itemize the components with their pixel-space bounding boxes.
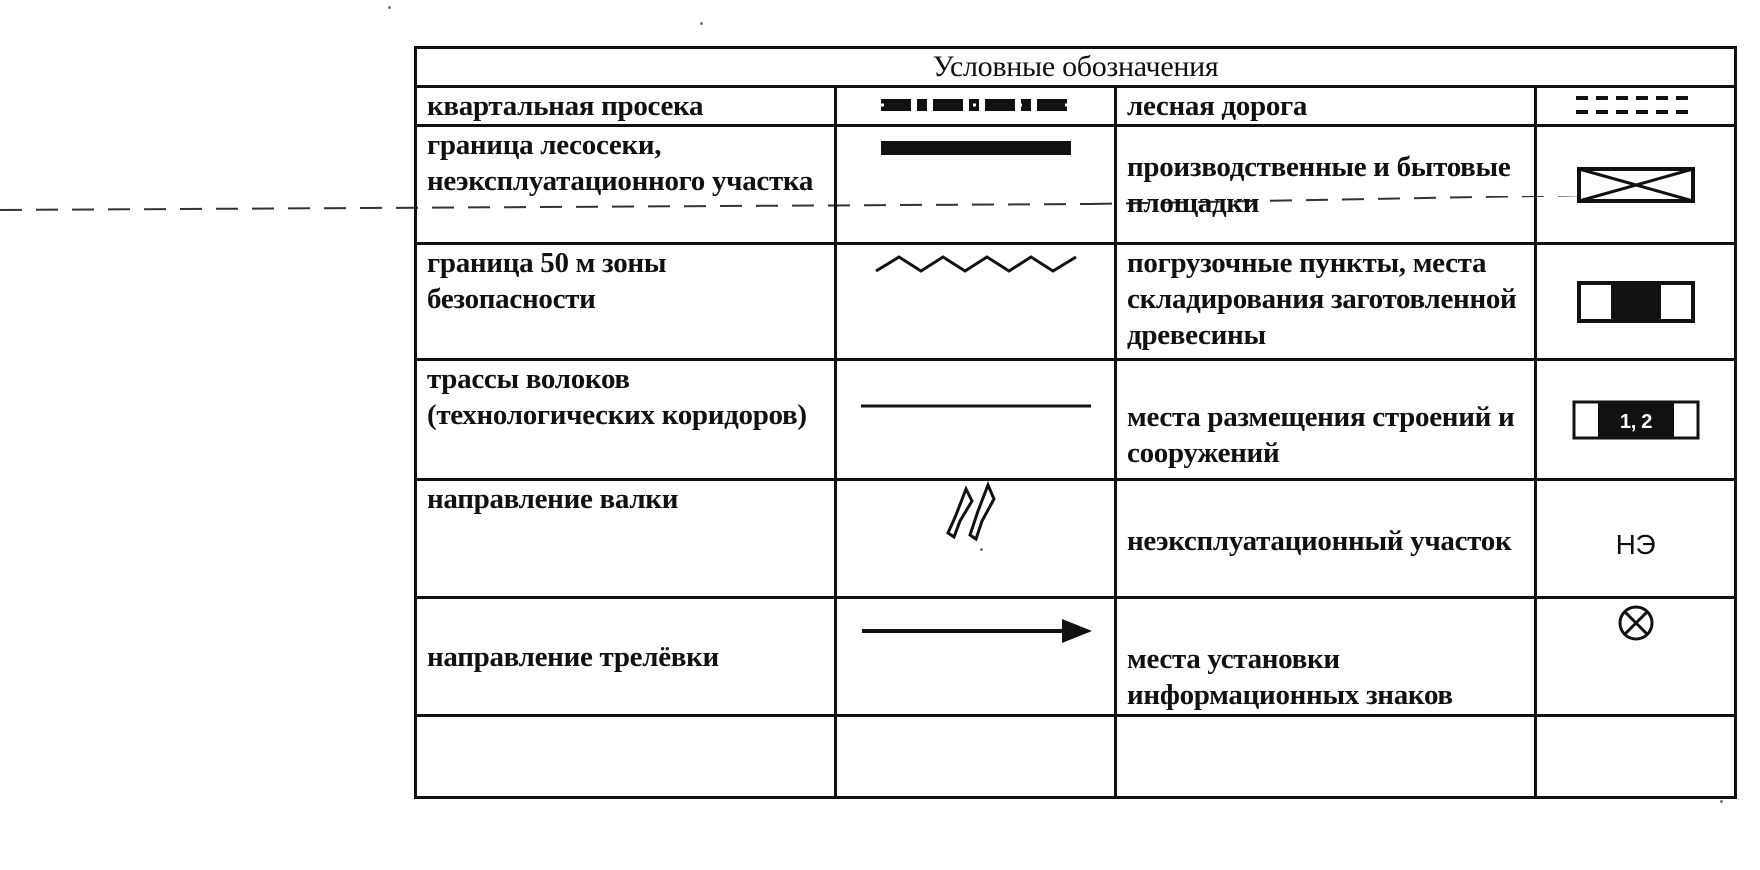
legend-row xyxy=(416,480,1736,598)
empty-row xyxy=(416,716,1736,798)
legend-label: производственные и бытовые площадки xyxy=(1116,126,1536,244)
thick-solid-line-icon xyxy=(836,126,1116,244)
thin-line-icon xyxy=(836,360,1116,480)
dashed-thick-line-icon xyxy=(836,87,1116,126)
empty-cell xyxy=(1536,716,1736,798)
empty-cell xyxy=(1116,716,1536,798)
circled-x-icon xyxy=(1536,598,1736,716)
numbered-rectangle-icon xyxy=(1536,360,1736,480)
legend-label: квартальная просека xyxy=(416,87,836,126)
empty-cell xyxy=(836,716,1116,798)
crossed-rectangle-icon xyxy=(1536,126,1736,244)
legend-label: лесная дорога xyxy=(1116,87,1536,126)
felling-direction-icon xyxy=(836,480,1116,598)
legend-label: граница лесосеки, неэксплуатационного участка xyxy=(416,126,836,244)
legend-row xyxy=(416,244,1736,360)
scan-speck xyxy=(388,6,391,9)
scan-speck xyxy=(700,22,703,25)
legend-label: неэксплуатационный участок xyxy=(1116,480,1536,598)
legend-label: трассы волоков (технологических коридоров) xyxy=(416,360,836,480)
zigzag-line-icon xyxy=(836,244,1116,360)
ne-symbol-text: НЭ xyxy=(1615,529,1656,560)
double-dashed-line-icon xyxy=(1536,87,1736,126)
legend-row xyxy=(416,126,1736,244)
numbered-rectangle-label: 1, 2 xyxy=(1619,410,1652,433)
legend-row xyxy=(416,598,1736,716)
legend-title: Условные обозначения xyxy=(416,48,1736,87)
legend-label: места установки информационных знаков xyxy=(1116,598,1536,716)
ne-symbol-cell xyxy=(1536,480,1736,598)
legend-label: направление валки xyxy=(416,480,836,598)
filled-center-rectangle-icon xyxy=(1536,244,1736,360)
legend-label: направление трелёвки xyxy=(416,598,836,716)
scan-speck xyxy=(1720,800,1723,803)
legend-label: погрузочные пункты, места складирования заготовленной древесины xyxy=(1116,244,1536,360)
legend-table xyxy=(414,46,1737,799)
empty-cell xyxy=(416,716,836,798)
legend-row xyxy=(416,87,1736,126)
legend-label: граница 50 м зоны безопасности xyxy=(416,244,836,360)
arrow-right-icon xyxy=(836,598,1116,716)
legend-title-row xyxy=(416,48,1736,87)
legend-row xyxy=(416,360,1736,480)
legend-label: места размещения строений и сооружений xyxy=(1116,360,1536,480)
